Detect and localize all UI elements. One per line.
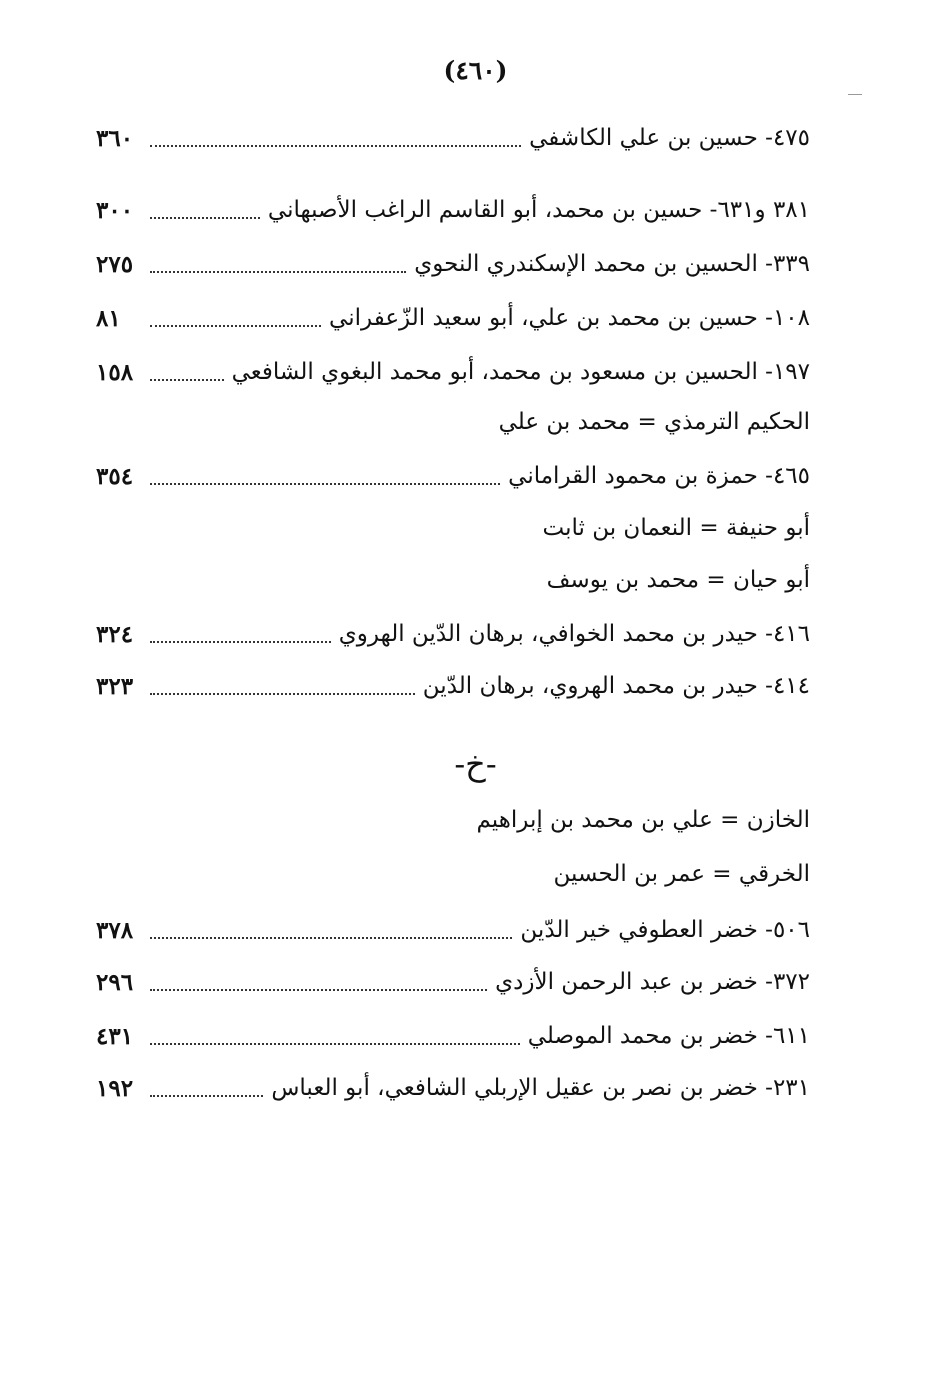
entry-name: الحكيم الترمذي = محمد بن علي bbox=[498, 409, 810, 435]
entry-page: ١٥٨ bbox=[96, 358, 134, 386]
dot-leader bbox=[150, 693, 415, 695]
entry-name: أبو حيان = محمد بن يوسف bbox=[546, 567, 810, 593]
dot-leader bbox=[150, 641, 331, 643]
entry-page: ١٩٢ bbox=[96, 1074, 134, 1102]
index-entry bbox=[96, 352, 810, 392]
entry-name: ٤١٦- حيدر بن محمد الخوافي، برهان الدّين الهروي bbox=[338, 621, 810, 647]
index-entry-crossref bbox=[96, 560, 810, 600]
dot-leader bbox=[150, 1043, 520, 1045]
dot-leader bbox=[150, 1095, 263, 1097]
entry-name: ٣٣٩- الحسين بن محمد الإسكندري النحوي bbox=[414, 251, 810, 277]
section-heading-kha: -خ- bbox=[454, 745, 497, 783]
entry-name: ٥٠٦- خضر العطوفي خير الدّين bbox=[520, 917, 810, 943]
entry-name: ١٠٨- حسين بن محمد بن علي، أبو سعيد الزّعفراني bbox=[329, 305, 810, 331]
entry-name: ٣٧٢- خضر بن عبد الرحمن الأزدي bbox=[495, 969, 810, 995]
index-entry bbox=[96, 962, 810, 1002]
entry-name: الخرقي = عمر بن الحسين bbox=[553, 861, 810, 887]
index-entry bbox=[96, 666, 810, 706]
entry-name: ٤١٤- حيدر بن محمد الهروي، برهان الدّين bbox=[422, 673, 810, 699]
entry-page: ٣٥٤ bbox=[96, 462, 134, 490]
entry-name: ٣٨١ و٦٣١- حسين بن محمد، أبو القاسم الراغب الأصبهاني bbox=[267, 197, 810, 223]
entry-name: ٤٧٥- حسين بن علي الكاشفي bbox=[529, 125, 810, 151]
index-entry bbox=[96, 456, 810, 496]
entry-page: ٣٢٣ bbox=[96, 672, 134, 700]
dot-leader bbox=[150, 271, 406, 273]
entry-page: ٣٢٤ bbox=[96, 620, 134, 648]
index-entry-crossref bbox=[96, 854, 810, 894]
entry-name: ٦١١- خضر بن محمد الموصلي bbox=[527, 1023, 810, 1049]
dot-leader bbox=[150, 325, 321, 327]
index-entry bbox=[96, 190, 810, 230]
index-entry bbox=[96, 614, 810, 654]
index-entry bbox=[96, 1068, 810, 1108]
dot-leader bbox=[150, 483, 500, 485]
index-entry-crossref bbox=[96, 508, 810, 548]
entry-page: ٤٣١ bbox=[96, 1022, 134, 1050]
entry-name: أبو حنيفة = النعمان بن ثابت bbox=[542, 515, 810, 541]
index-entry-crossref bbox=[96, 800, 810, 840]
entry-name: ١٩٧- الحسين بن مسعود بن محمد، أبو محمد البغوي الشافعي bbox=[231, 359, 810, 385]
dot-leader bbox=[150, 217, 260, 219]
page-number: (٤٦٠) bbox=[443, 56, 508, 85]
margin-mark bbox=[848, 94, 862, 95]
index-entry bbox=[96, 118, 810, 158]
index-entry bbox=[96, 1016, 810, 1056]
entry-page: ٣٦٠ bbox=[96, 124, 134, 152]
entry-page: ٢٧٥ bbox=[96, 250, 134, 278]
dot-leader bbox=[150, 145, 521, 147]
index-entry bbox=[96, 244, 810, 284]
dot-leader bbox=[150, 989, 487, 991]
entry-page: ٣٠٠ bbox=[96, 196, 134, 224]
index-entry-crossref bbox=[96, 402, 810, 442]
entry-page: ٣٧٨ bbox=[96, 916, 134, 944]
index-entry bbox=[96, 910, 810, 950]
entry-name: الخازن = علي بن محمد بن إبراهيم bbox=[476, 807, 810, 833]
dot-leader bbox=[150, 937, 512, 939]
entry-name: ٢٣١- خضر بن نصر بن عقيل الإربلي الشافعي، أبو العباس bbox=[271, 1075, 810, 1101]
dot-leader bbox=[150, 379, 224, 381]
index-entry bbox=[96, 298, 810, 338]
entry-page: ٨١ bbox=[96, 304, 121, 332]
entry-page: ٢٩٦ bbox=[96, 968, 134, 996]
entry-name: ٤٦٥- حمزة بن محمود القراماني bbox=[508, 463, 810, 489]
